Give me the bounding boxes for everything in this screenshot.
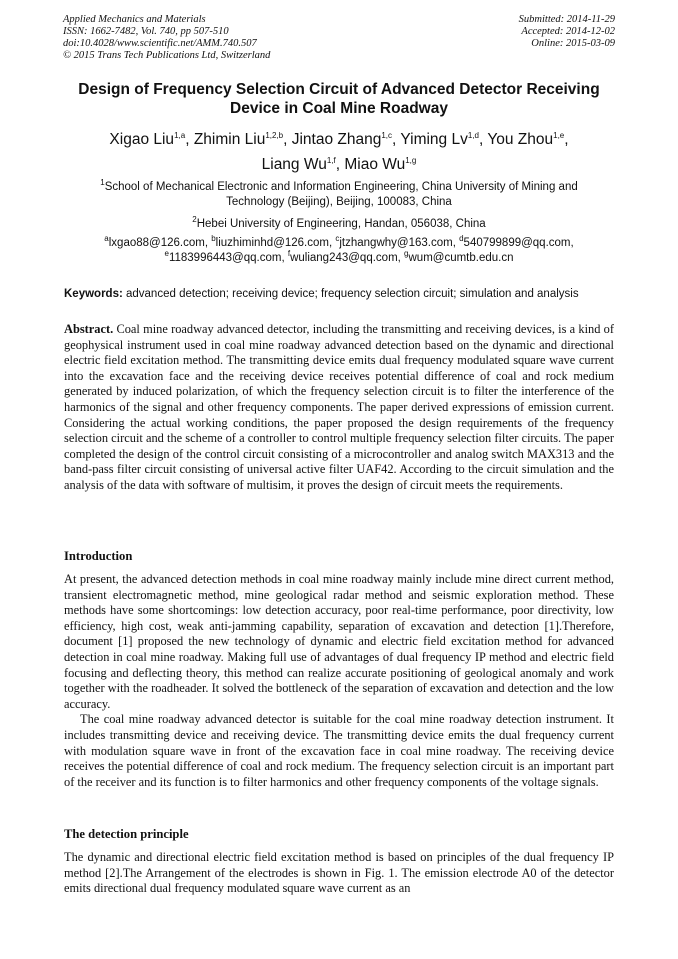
author-name: Zhimin Liu	[193, 131, 266, 148]
author-line: Xigao Liu$^{1,a}$, Zhimin Liu$^{1,2,b}$, Jintao Zhang$^{1,c}$, Yiming Lv$^{1,d}$, You Zhou$^{1,e}$,	[109, 130, 569, 148]
keywords-text: advanced detection; receiving device; frequency selection circuit; simulation and analysis	[126, 288, 579, 300]
email-sup: b	[211, 234, 216, 244]
affiliation-text: School of Mechanical Electronic and Information Engineering, China University of Mining and	[104, 181, 578, 193]
author-list	[40, 127, 638, 177]
affiliation-1	[60, 180, 618, 210]
author-sup: 1,c	[381, 130, 393, 140]
author-sup: 1,a	[174, 130, 186, 140]
title-line: Device in Coal Mine Roadway	[230, 100, 448, 117]
author-name: Liang Wu	[261, 156, 327, 173]
introduction-body	[64, 572, 614, 790]
journal-name: Applied Mechanics and Materials	[63, 14, 206, 25]
email-sup: c	[335, 234, 340, 244]
author-sup: 1,e	[553, 130, 565, 140]
detection-body	[64, 850, 614, 897]
author-name: Yiming Lv	[400, 131, 468, 148]
email-address: liuzhiminhd@126.com	[215, 237, 329, 249]
paper-title	[40, 80, 638, 118]
email-address: lxgao88@126.com	[108, 237, 205, 249]
doi-line: doi:10.4028/www.scientific.net/AMM.740.507	[63, 38, 257, 49]
copyright-line: © 2015 Trans Tech Publications Ltd, Switzerland	[63, 50, 271, 61]
author-line: Liang Wu$^{1,f}$, Miao Wu$^{1,g}$	[261, 155, 417, 173]
affiliation-text: Hebei University of Engineering, Handan, 056038, China	[196, 218, 486, 230]
dates-info	[519, 14, 615, 50]
email-sup: f	[287, 249, 291, 259]
author-sup: 1,g	[405, 155, 417, 165]
email-address: wuliang243@qq.com	[290, 252, 398, 264]
accepted-date: Accepted: 2014-12-02	[521, 26, 615, 37]
affiliation-sup: 2	[192, 215, 197, 225]
email-sup: d	[459, 234, 464, 244]
email-list: $^a$lxgao88@126.com, $^b$liuzhiminhd@126.com, $^c$jtzhangwhy@163.com, $^d$540799899@qq.com, $^e$1183996443@qq.com, $^f$wuliang243@qq.com, $^g$wum@cumtb.edu.cn	[104, 234, 574, 264]
email-address: jtzhangwhy@163.com	[339, 237, 453, 249]
paragraph: At present, the advanced detection methods in coal mine roadway mainly include mine direct current method, transient electromagnetic method, mine geological radar method and seismic exploration method. These methods have some shortcomings: low detection accuracy, poor real-time performance, poor directivity, low efficiency, high cost, weak anti-jamming capability, separation of excavation and detection [1].Therefore, document [1] proposed the new technology of dynamic and electric field excitation method for advanced detection in coal mine roadway. Making full use of advantages of dual frequency IP method and electric field focusing and deflecting theory, this method can realize accurate positioning of geological anomaly and work together with the roadheader. It solved the bottleneck of the separation of excavation and detection and the low accuracy.	[64, 572, 614, 711]
keywords	[64, 287, 614, 302]
email-sup: a	[104, 234, 109, 244]
author-name: Jintao Zhang	[291, 131, 382, 148]
affiliation-2	[60, 217, 618, 232]
email-address: 1183996443@qq.com	[168, 252, 282, 264]
email-address: wum@cumtb.edu.cn	[408, 252, 514, 264]
keywords-label: Keywords:	[64, 288, 123, 300]
title-line: Design of Frequency Selection Circuit of Advanced Detector Receiving	[78, 81, 600, 98]
author-name: You Zhou	[487, 131, 554, 148]
email-address: 540799899@qq.com	[463, 237, 571, 249]
affiliation-sup: 1	[100, 178, 105, 188]
author-name: Miao Wu	[344, 156, 406, 173]
paragraph: The coal mine roadway advanced detector is suitable for the coal mine roadway detection instrument. It includes transmitting device and receiving device. The transmitting device emits the dual frequency current with modulation square wave in front of the excavation face in coal mine roadway. The receiving device receives the potential difference of coal and rock medium. The frequency selection circuit is an important part of the receiver and its function is to filter harmonics and other frequency components of the voltage signals.	[64, 712, 614, 789]
journal-info	[63, 14, 270, 62]
section-heading: Introduction	[64, 549, 133, 563]
author-name: Xigao Liu	[109, 131, 175, 148]
abstract-label: Abstract.	[64, 322, 114, 336]
issn-line: ISSN: 1662-7482, Vol. 740, pp 507-510	[63, 26, 229, 37]
email-sup: e	[164, 249, 169, 259]
online-date: Online: 2015-03-09	[531, 38, 615, 49]
abstract-text: Coal mine roadway advanced detector, including the transmitting and receiving devices, is a kind of geophysical instrument used in coal mine roadway advanced detection based on the dynamic and directional electric field excitation method. The transmitting device emits dual frequency modulated square wave current into the excavation face and the receiving device receives potential difference of coal and rock medium generated by induced polarization, of which the frequency selection circuit is to filter the interference of the harmonics of the signal and other frequency components. The paper derived expressions of emission current. Considering the actual working conditions, the paper proposed the design requirements of the frequency selection circuit and the scheme of a controller to control multiple frequency selection filter circuits. The paper completed the design of the control circuit consisting of a microcontroller and analog switch MAX313 and the band-pass filter circuit consisting of universal active filter UAF42. According to the circuit simulation and the analysis of the data with software of multisim, it proves the design of circuit meets the requirements.	[64, 322, 614, 492]
email-sup: g	[404, 249, 409, 259]
author-sup: 1,f	[326, 155, 336, 165]
section-heading: The detection principle	[64, 827, 189, 841]
affiliation-text: Technology (Beijing), Beijing, 100083, China	[226, 196, 452, 208]
author-sup: 1,d	[467, 130, 479, 140]
submitted-date: Submitted: 2014-11-29	[518, 14, 615, 25]
abstract	[64, 322, 614, 494]
author-sup: 1,2,b	[265, 130, 284, 140]
paragraph: The dynamic and directional electric field excitation method is based on principles of the dual frequency IP method [2].The Arrangement of the electrodes is shown in Fig. 1. The emission electrode A0 of the detector emits directional dual frequency modulated square wave current as an	[64, 850, 614, 896]
